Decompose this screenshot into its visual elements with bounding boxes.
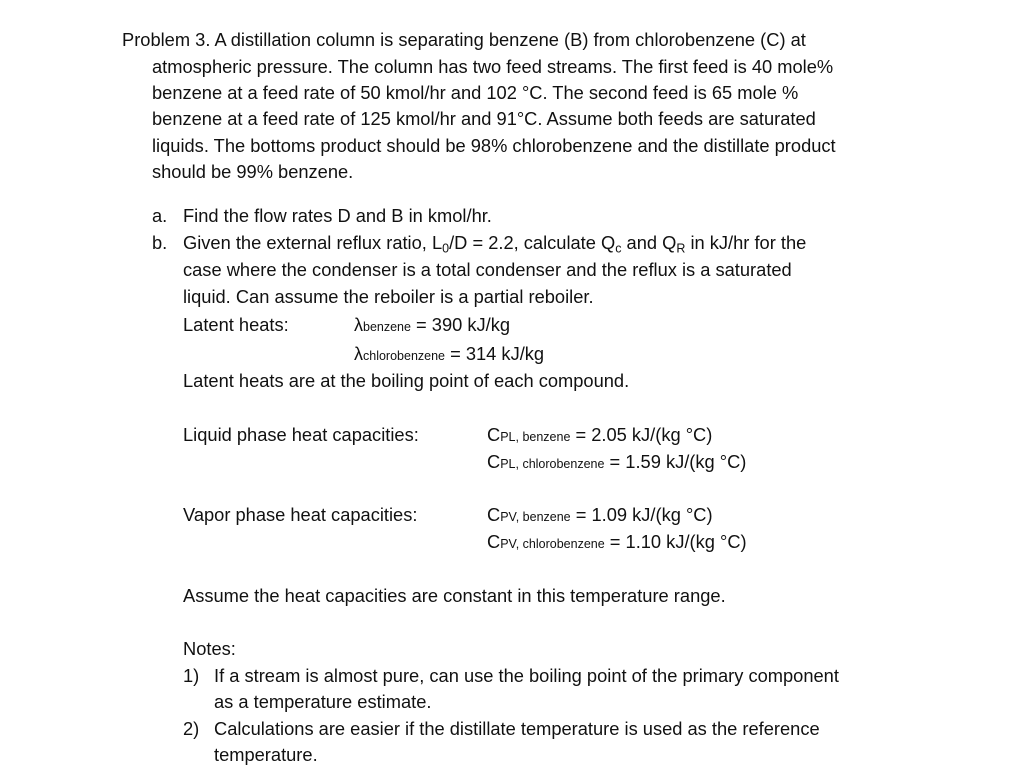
part-b-text: /D = 2.2, calculate Q [449, 232, 616, 253]
note-1-line-2: as a temperature estimate. [214, 691, 432, 712]
condenser-subscript: c [615, 241, 622, 256]
latent-heats-note: Latent heats are at the boiling point of each compound. [183, 370, 630, 391]
liquid-heat-capacities-label: Liquid phase heat capacities: [183, 424, 419, 445]
cp-subscript: PV, chlorobenzene [500, 537, 605, 551]
problem-text-line: liquids. The bottoms product should be 98% chlorobenzene and the distillate product [152, 135, 836, 156]
cp-value: = 2.05 kJ/(kg °C) [570, 424, 713, 445]
note-2-marker: 2) [183, 718, 200, 739]
note-2-line-2: temperature. [214, 744, 318, 765]
reflux-subscript: 0 [442, 241, 450, 256]
lambda-symbol: λ [354, 315, 363, 335]
part-b-line-2: case where the condenser is a total condenser and the reflux is a saturated [183, 259, 792, 280]
cp-symbol: C [487, 451, 501, 472]
latent-heats-label: Latent heats: [183, 314, 289, 335]
cp-value: = 1.59 kJ/(kg °C) [604, 451, 747, 472]
notes-title: Notes: [183, 638, 236, 659]
problem-text-line: atmospheric pressure. The column has two feed streams. The first feed is 40 mole% [152, 56, 834, 77]
part-b-line-3: liquid. Can assume the reboiler is a partial reboiler. [183, 286, 594, 307]
lambda-symbol: λ [354, 344, 363, 364]
cp-liquid-benzene [487, 426, 712, 444]
reboiler-subscript: R [676, 241, 686, 256]
assumption-text: Assume the heat capacities are constant in this temperature range. [183, 585, 726, 606]
cp-subscript: PL, chlorobenzene [500, 457, 605, 471]
cp-value: = 1.10 kJ/(kg °C) [604, 531, 747, 552]
cp-value: = 1.09 kJ/(kg °C) [570, 504, 713, 525]
problem-text-line: benzene at a feed rate of 125 kmol/hr and 91°C. Assume both feeds are saturated [152, 108, 816, 129]
latent-heat-benzene [354, 316, 510, 334]
cp-vapor-benzene [487, 506, 713, 524]
cp-subscript: PV, benzene [500, 510, 571, 524]
cp-liquid-chlorobenzene [487, 453, 746, 471]
vapor-heat-capacities-label: Vapor phase heat capacities: [183, 504, 418, 525]
cp-symbol: C [487, 531, 501, 552]
cp-symbol: C [487, 424, 501, 445]
latent-heat-chlorobenzene-value: = 314 kJ/kg [445, 343, 545, 364]
problem-title-line: Problem 3. A distillation column is separating benzene (B) from chlorobenzene (C) at [122, 29, 806, 50]
problem-text-line: benzene at a feed rate of 50 kmol/hr and 102 °C. The second feed is 65 mole % [152, 82, 799, 103]
part-b-marker: b. [152, 232, 168, 253]
latent-heat-benzene-value: = 390 kJ/kg [410, 314, 511, 335]
part-a-text: Find the flow rates D and B in kmol/hr. [183, 205, 492, 226]
part-b-line-1 [183, 232, 807, 256]
latent-heat-chlorobenzene [354, 345, 544, 363]
cp-vapor-chlorobenzene [487, 533, 747, 551]
note-1-line-1: If a stream is almost pure, can use the boiling point of the primary component [214, 665, 839, 686]
benzene-subscript: benzene [363, 320, 411, 334]
cp-symbol: C [487, 504, 501, 525]
part-b-text: in kJ/hr for the [685, 232, 807, 253]
part-b-text: and Q [621, 232, 677, 253]
note-1-marker: 1) [183, 665, 200, 686]
part-a-marker: a. [152, 205, 168, 226]
part-b-text: Given the external reflux ratio, L [183, 232, 443, 253]
problem-text-line: should be 99% benzene. [152, 161, 354, 182]
note-2-line-1: Calculations are easier if the distillate temperature is used as the reference [214, 718, 820, 739]
cp-subscript: PL, benzene [500, 430, 571, 444]
chlorobenzene-subscript: chlorobenzene [363, 349, 446, 363]
